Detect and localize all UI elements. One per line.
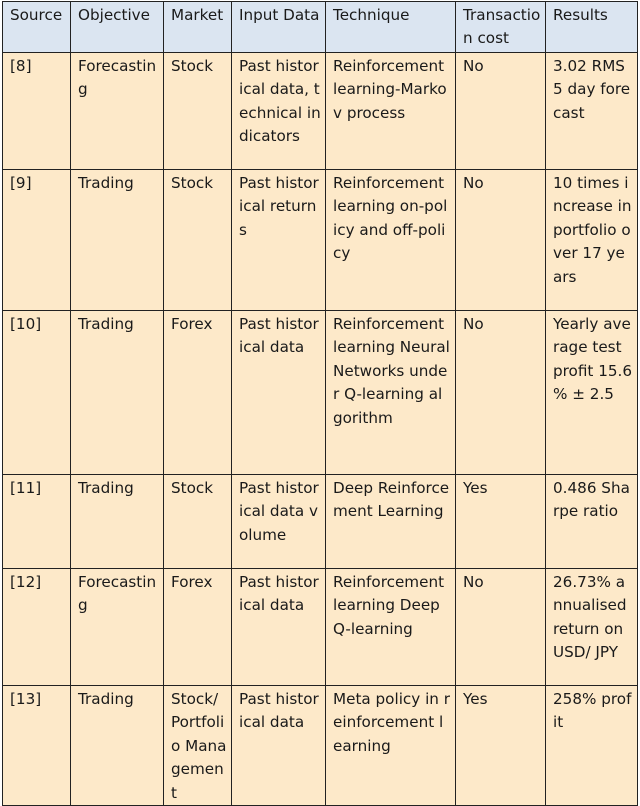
cell-input-data: Past historical returns — [232, 170, 326, 311]
header-transaction-cost: Transaction cost — [456, 2, 546, 53]
cell-source: [13] — [3, 686, 71, 806]
header-market: Market — [164, 2, 232, 53]
cell-results: 26.73% annualised return on USD/ JPY — [546, 569, 638, 686]
cell-technique: Reinforcement learning Neural Networks under Q-learning algorithm — [326, 311, 456, 475]
cell-technique: Reinforcement learning-Markov process — [326, 53, 456, 170]
table-row — [3, 53, 638, 170]
literature-comparison-table — [2, 1, 638, 806]
cell-market: Forex — [164, 311, 232, 475]
cell-technique: Deep Reinforcement Learning — [326, 475, 456, 569]
cell-objective: Trading — [71, 686, 164, 806]
cell-technique: Reinforcement learning Deep Q-learning — [326, 569, 456, 686]
cell-transaction-cost: Yes — [456, 686, 546, 806]
cell-results: 0.486 Sharpe ratio — [546, 475, 638, 569]
cell-source: [12] — [3, 569, 71, 686]
cell-market: Stock/ Portfolio Management — [164, 686, 232, 806]
cell-input-data: Past historical data — [232, 311, 326, 475]
header-results: Results — [546, 2, 638, 53]
table-row — [3, 170, 638, 311]
cell-transaction-cost: Yes — [456, 475, 546, 569]
header-input-data: Input Data — [232, 2, 326, 53]
cell-transaction-cost: No — [456, 311, 546, 475]
header-row — [3, 2, 638, 53]
cell-technique: Meta policy in reinforcement learning — [326, 686, 456, 806]
cell-results: 10 times increase in portfolio over 17 years — [546, 170, 638, 311]
cell-results: 3.02 RMS 5 day forecast — [546, 53, 638, 170]
cell-transaction-cost: No — [456, 53, 546, 170]
cell-input-data: Past historical data — [232, 686, 326, 806]
cell-market: Stock — [164, 475, 232, 569]
cell-transaction-cost: No — [456, 569, 546, 686]
cell-objective: Forecasting — [71, 569, 164, 686]
cell-objective: Trading — [71, 170, 164, 311]
cell-input-data: Past historical data — [232, 569, 326, 686]
cell-source: [10] — [3, 311, 71, 475]
cell-source: [8] — [3, 53, 71, 170]
header-objective: Objective — [71, 2, 164, 53]
header-technique: Technique — [326, 2, 456, 53]
cell-market: Stock — [164, 170, 232, 311]
table-row — [3, 311, 638, 475]
cell-technique: Reinforcement learning on-policy and off-policy — [326, 170, 456, 311]
cell-objective: Forecasting — [71, 53, 164, 170]
cell-source: [11] — [3, 475, 71, 569]
header-source: Source — [3, 2, 71, 53]
cell-transaction-cost: No — [456, 170, 546, 311]
cell-results: 258% profit — [546, 686, 638, 806]
cell-market: Forex — [164, 569, 232, 686]
cell-input-data: Past historical data volume — [232, 475, 326, 569]
cell-input-data: Past historical data, technical indicators — [232, 53, 326, 170]
cell-market: Stock — [164, 53, 232, 170]
cell-objective: Trading — [71, 311, 164, 475]
table-row — [3, 686, 638, 806]
cell-objective: Trading — [71, 475, 164, 569]
literature-table-container — [2, 1, 637, 806]
table-row — [3, 475, 638, 569]
table-row — [3, 569, 638, 686]
cell-source: [9] — [3, 170, 71, 311]
cell-results: Yearly average test profit 15.6 % ± 2.5 — [546, 311, 638, 475]
